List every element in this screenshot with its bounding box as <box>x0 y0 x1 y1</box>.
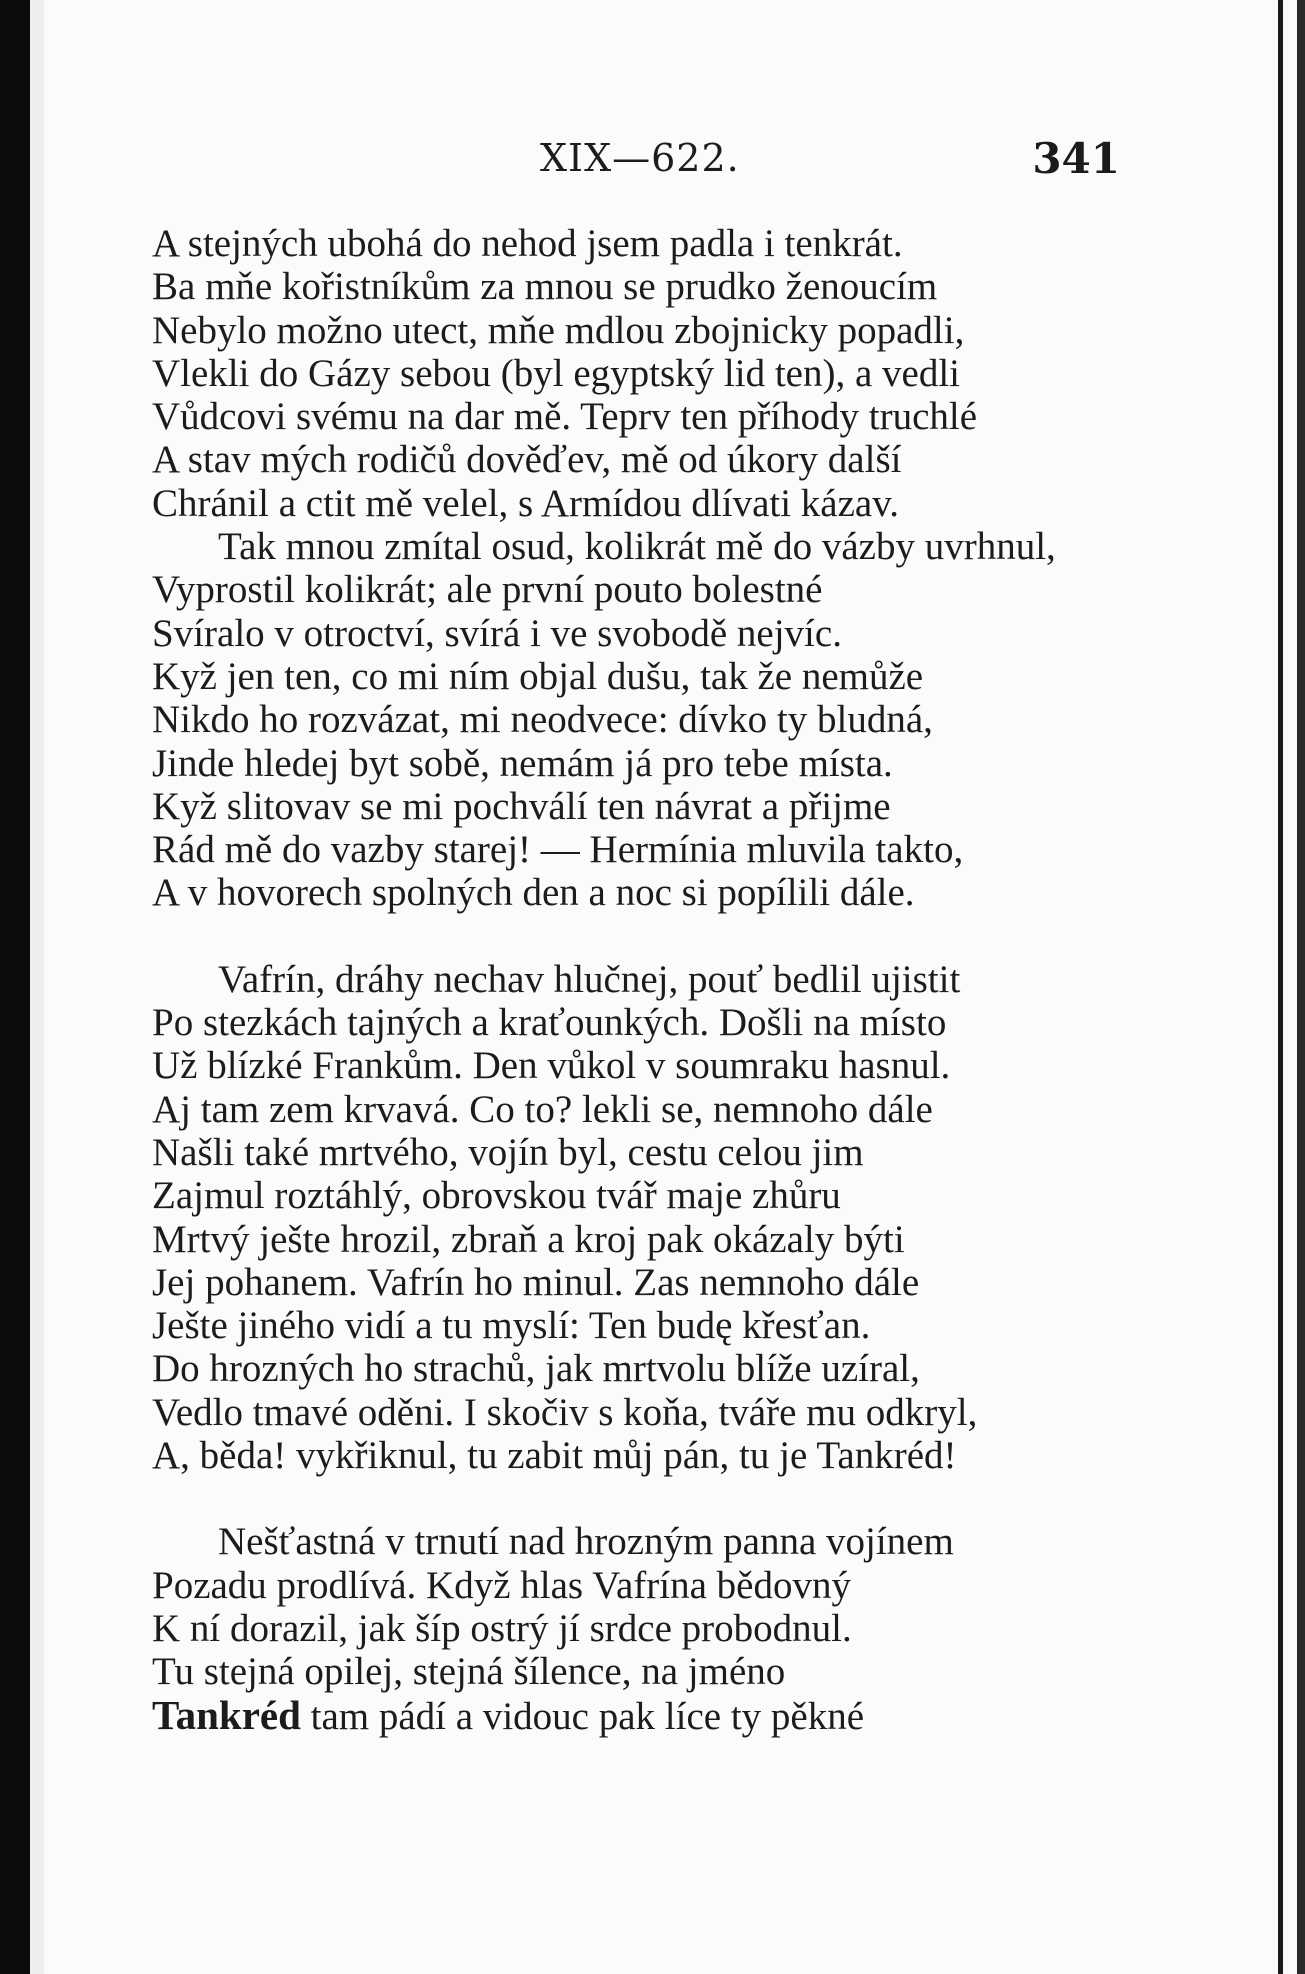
verse-line: A, běda! vykřiknul, tu zabit můj pán, tu je Tankréd! <box>152 1434 957 1478</box>
verse-line: A stav mých rodičů dověďev, mě od úkory další <box>152 438 902 482</box>
stanza-2 <box>152 958 1142 1478</box>
verse-line: Pozadu prodlívá. Když hlas Vafrína bědovný <box>152 1563 851 1607</box>
verse-line-rest: tam pádí a vidouc pak líce ty pěkné <box>300 1694 865 1738</box>
verse-line: Aj tam zem krvavá. Co to? lekli se, nemnoho dále <box>152 1087 933 1131</box>
stanza-1 <box>152 222 1142 915</box>
verse-line: A stejných ubohá do nehod jsem padla i tenkrát. <box>152 222 903 265</box>
scan-border-left <box>0 0 30 1974</box>
page-header <box>150 128 1120 188</box>
scan-margin-left <box>30 0 44 1974</box>
verse-line: Ba mňe kořistníkům za mnou se prudko ženoucím <box>152 265 938 309</box>
verse-line: Vlekli do Gázy sebou (byl egyptský lid ten), a vedli <box>152 351 960 395</box>
verse-line: Svíralo v otroctví, svírá i ve svobodě nejvíc. <box>152 611 842 655</box>
verse-line: A v hovorech spolných den a noc si popílili dále. <box>152 871 915 915</box>
verse-line: Do hrozných ho strachů, jak mrtvolu blíže uzíral, <box>152 1347 920 1391</box>
verse-line: Našli také mrtvého, vojín byl, cestu celou jim <box>152 1130 864 1174</box>
verse-line: Vafrín, dráhy nechav hlučnej, pouť bedlil ujistit <box>218 957 961 1001</box>
verse-line: Nešťastná v trnutí nad hrozným panna vojínem <box>218 1520 954 1564</box>
verse-line: Už blízké Frankům. Den vůkol v soumraku hasnul. <box>152 1044 951 1088</box>
verse-line: Tak mnou zmítal osud, kolikrát mě do vázby uvrhnul, <box>218 525 1056 569</box>
verse-line: Vedlo tmavé oděni. I skočiv s koňa, tváře mu odkryl, <box>152 1390 978 1434</box>
verse-line: Kyž jen ten, co mi ním objal dušu, tak že nemůže <box>152 654 924 698</box>
verse-line: Po stezkách tajných a kraťounkých. Došli na místo <box>152 1001 947 1045</box>
verse-line: Nikdo ho rozvázat, mi neodvece: dívko ty bludná, <box>152 698 933 742</box>
verse-line: K ní dorazil, jak šíp ostrý jí srdce probodnul. <box>152 1606 852 1650</box>
verse-line: Ješte jiného vidí a tu myslí: Ten budę křesťan. <box>152 1304 871 1348</box>
verse-line: Mrtvý ješte hrozil, zbraň a kroj pak okázaly býti <box>152 1217 905 1261</box>
poem-text <box>152 222 1142 1737</box>
verse-line: Jinde hledej byt sobě, nemám já pro tebe místa. <box>152 741 893 785</box>
verse-line: Chránil a ctit mě velel, s Armídou dlívati kázav. <box>152 481 899 525</box>
verse-line: Vyprostil kolikrát; ale první pouto bolestné <box>152 568 823 612</box>
scan-border-right <box>1297 0 1305 1974</box>
emphasized-name: Tankréd <box>152 1691 301 1738</box>
running-head: XIX—622. <box>540 136 740 180</box>
verse-line: Vůdcovi svému na dar mě. Teprv ten příhody truchlé <box>152 395 978 439</box>
scan-edge-right <box>1278 0 1283 1974</box>
verse-line: Jej pohanem. Vafrín ho minul. Zas nemnoho dále <box>152 1260 920 1304</box>
verse-line: Rád mě do vazby starej! — Hermínia mluvila takto, <box>152 828 964 872</box>
stanza-3 <box>152 1520 1142 1736</box>
verse-line: Zajmul roztáhlý, obrovskou tvář maje zhůru <box>152 1174 841 1218</box>
verse-line <box>152 1691 1142 1738</box>
verse-line: Nebylo možno utect, mňe mdlou zbojnicky popadli, <box>152 308 965 352</box>
verse-line: Kyž slitovav se mi pochválí ten návrat a přijme <box>152 784 891 828</box>
page-number: 341 <box>1032 134 1120 183</box>
verse-line: Tu stejná opilej, stejná šílence, na jméno <box>152 1650 786 1694</box>
